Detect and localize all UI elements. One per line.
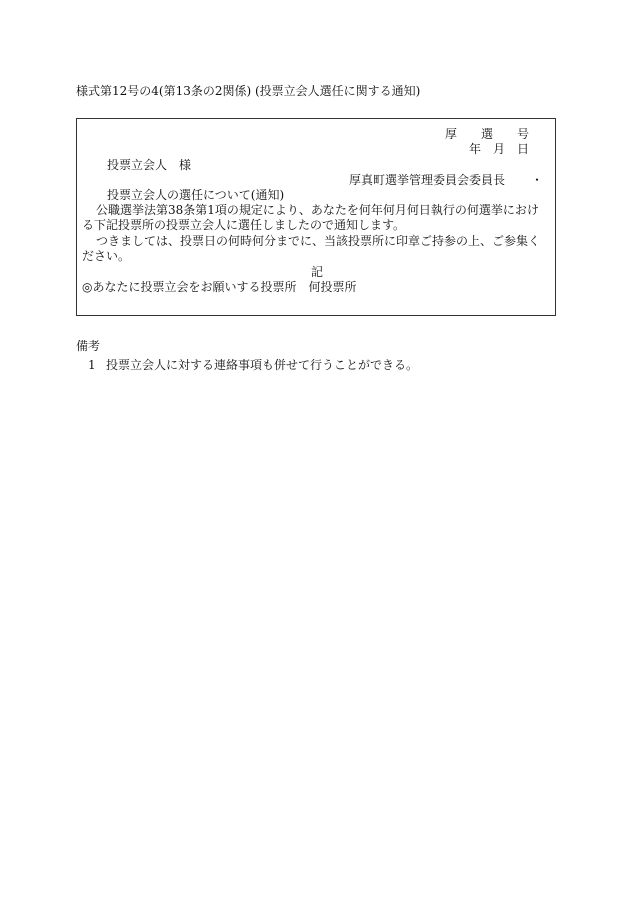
remark-number: 1 (88, 358, 96, 372)
addressee: 投票立会人 様 (107, 158, 192, 172)
polling-station-value: 何投票所 (308, 280, 357, 294)
seal-mark: ・ (531, 173, 544, 187)
polling-station-line (82, 280, 357, 295)
remark-item (88, 358, 418, 373)
notice-body-paragraph-1: 公職選挙法第38条第1項の規定により、あなたを何年何月何日執行の何選挙における下記投票所の投票立会人に選任しましたので通知します。 (82, 203, 539, 232)
notice-subject: 投票立会人の選任について(通知) (107, 188, 285, 202)
issue-date: 年 月 日 (469, 142, 530, 156)
sender-name: 厚真町選挙管理委員会委員長 (349, 173, 506, 187)
notice-body-paragraph-2: つきましては、投票日の何時何分までに、当該投票所に印章ご持参の上、ご参集ください。 (82, 234, 541, 263)
document-number: 厚 選 号 (445, 127, 530, 141)
ki-heading: 記 (311, 265, 324, 279)
remarks-heading: 備考 (76, 339, 101, 353)
notice-frame (76, 118, 556, 316)
polling-station-label: ◎あなたに投票立会をお願いする投票所 (82, 280, 297, 294)
remark-text: 投票立会人に対する連絡事項も併せて行うことができる。 (106, 358, 419, 372)
form-title: 様式第12号の4(第13条の2関係) (投票立会人選任に関する通知) (76, 84, 421, 98)
